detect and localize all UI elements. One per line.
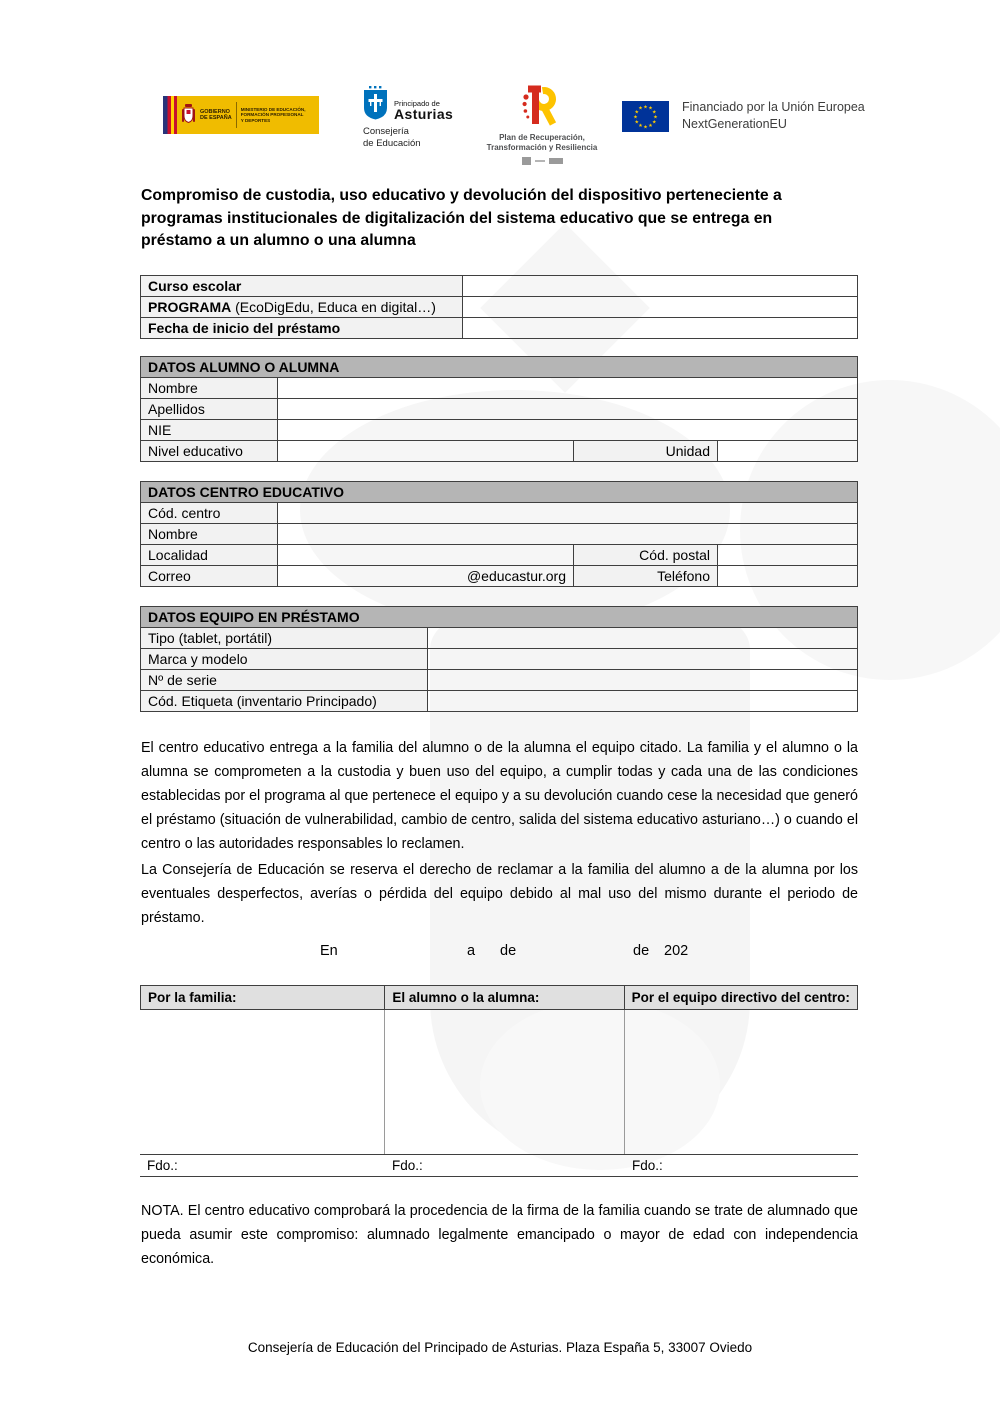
signature-table: [140, 985, 858, 1177]
svg-text:★: ★: [638, 122, 643, 129]
table-row: [141, 378, 858, 399]
table-row: [141, 441, 858, 462]
telefono-label: Teléfono: [574, 566, 718, 587]
telefono-field[interactable]: [718, 566, 858, 587]
asturias-name-big: Asturias: [394, 106, 454, 122]
fdo-familia[interactable]: Fdo.:: [147, 1158, 178, 1173]
svg-text:★: ★: [651, 118, 657, 125]
table-row: [141, 545, 858, 566]
course-table: [140, 275, 858, 339]
table-row: [141, 607, 858, 628]
tipo-label: Tipo (tablet, portátil): [141, 628, 428, 649]
signature-area-familia[interactable]: [140, 1010, 385, 1154]
svg-text:★: ★: [638, 105, 643, 112]
gobierno-espana-logo: [163, 96, 319, 134]
table-row: [141, 420, 858, 441]
device-section-header: DATOS EQUIPO EN PRÉSTAMO: [141, 607, 858, 628]
programa-label: [141, 297, 463, 318]
date-word-a: a: [467, 943, 476, 959]
nivel-educativo-label: Nivel educativo: [141, 441, 278, 462]
center-section-header: DATOS CENTRO EDUCATIVO: [141, 482, 858, 503]
asturias-name-small: Principado de: [394, 99, 440, 108]
asturias-name: [394, 99, 453, 120]
svg-text:★: ★: [648, 122, 653, 129]
page-footer: Consejería de Educación del Principado de Asturias. Plaza España 5, 33007 Oviedo: [247, 1340, 753, 1355]
plan-label: [483, 133, 601, 153]
fecha-inicio-label: Fecha de inicio del préstamo: [141, 318, 463, 339]
correo-field[interactable]: @educastur.org: [278, 566, 574, 587]
svg-text:★: ★: [651, 108, 657, 115]
gobierno-logo-body: [177, 96, 319, 134]
consejeria-line2: de Educación: [363, 138, 421, 149]
table-row: [141, 357, 858, 378]
curso-escolar-label: Curso escolar: [141, 276, 463, 297]
commitment-paragraph: El centro educativo entrega a la familia del alumno o de la alumna el equipo citado. La familia y el alumno o la alumna se comprometen a la custodia y buen uso del equipo, a cumplir todas y cada una de las condiciones establecidas por el programa al que pertenece el equipo y a su devolución cuando cese la necesidad que generó el préstamo (situación de vulnerabilidad, cambio de centro, salida del sistema educativo asturiano…) o cuando el centro o las autoridades responsables lo reclamen.: [141, 740, 858, 852]
table-row: [141, 670, 858, 691]
student-section-header: DATOS ALUMNO O ALUMNA: [141, 357, 858, 378]
document-title: Compromiso de custodia, uso educativo y devolución del dispositivo perteneciente a programas institucionales de digitalización del sistema educativo que se entrega en préstamo a un alumno o una alumna: [141, 187, 782, 249]
marca-modelo-field[interactable]: [428, 649, 858, 670]
nombre-centro-field[interactable]: [278, 524, 858, 545]
table-row: [141, 503, 858, 524]
programa-label-rest: (EcoDigEdu, Educa en digital…): [231, 299, 436, 315]
plan-tr-monogram-icon: [522, 80, 562, 126]
liability-paragraph: La Consejería de Educación se reserva el derecho de reclamar a la familia del alumno a de la alumna por los eventuales desperfectos, averías o pérdida del equipo debido al mal uso del mismo durante el periodo de préstamo.: [141, 862, 858, 926]
plan-recuperacion-logo: [483, 80, 601, 165]
localidad-label: Localidad: [141, 545, 278, 566]
fdo-alumno[interactable]: Fdo.:: [392, 1158, 423, 1173]
svg-text:★: ★: [653, 113, 658, 120]
date-year-prefix: 202: [664, 943, 689, 959]
nie-field[interactable]: [278, 420, 858, 441]
nombre-alumno-field[interactable]: [278, 378, 858, 399]
apellidos-field[interactable]: [278, 399, 858, 420]
num-serie-label: Nº de serie: [141, 670, 428, 691]
nivel-educativo-field[interactable]: [278, 441, 574, 462]
principado-asturias-logo: [363, 86, 483, 150]
programa-label-bold: PROGRAMA: [148, 299, 232, 315]
device-table: [140, 606, 858, 712]
signature-body-row: [140, 1010, 858, 1154]
signature-area-directivo[interactable]: [625, 1010, 858, 1154]
signature-header-alumno: El alumno o la alumna:: [385, 986, 624, 1009]
svg-text:★: ★: [643, 103, 648, 110]
consejeria-label: [363, 126, 483, 150]
fdo-directivo[interactable]: Fdo.:: [632, 1158, 663, 1173]
cod-centro-field[interactable]: [278, 503, 858, 524]
tipo-field[interactable]: [428, 628, 858, 649]
correo-label: Correo: [141, 566, 278, 587]
plan-mini-emblems: [483, 157, 601, 165]
table-row: [141, 566, 858, 587]
nombre-centro-label: Nombre: [141, 524, 278, 545]
date-word-en: En: [320, 943, 338, 959]
cod-postal-label: Cód. postal: [574, 545, 718, 566]
curso-escolar-field[interactable]: [463, 276, 858, 297]
spain-coat-of-arms-icon: [181, 103, 196, 127]
consejeria-line1: Consejería: [363, 126, 409, 137]
center-table: [140, 481, 858, 587]
cod-centro-label: Cód. centro: [141, 503, 278, 524]
marca-modelo-label: Marca y modelo: [141, 649, 428, 670]
date-word-de1: de: [500, 943, 517, 959]
mini-flag-icon: [549, 158, 563, 164]
svg-text:★: ★: [634, 118, 640, 125]
table-row: [141, 318, 858, 339]
gobierno-label: [200, 109, 232, 121]
signature-header-row: [140, 985, 858, 1010]
nombre-alumno-label: Nombre: [141, 378, 278, 399]
eu-flag-stars-icon: [622, 101, 669, 132]
eu-funding-label: [682, 99, 865, 133]
svg-text:★: ★: [648, 105, 653, 112]
apellidos-label: Apellidos: [141, 399, 278, 420]
eu-funding-line2: NextGenerationEU: [682, 117, 787, 131]
table-row: [141, 628, 858, 649]
nie-label: NIE: [141, 420, 278, 441]
student-table: [140, 356, 858, 462]
mini-government-icon: [522, 157, 531, 165]
table-row: [141, 524, 858, 545]
table-row: [141, 297, 858, 318]
cod-postal-field[interactable]: [718, 545, 858, 566]
num-serie-field[interactable]: [428, 670, 858, 691]
table-row: [141, 649, 858, 670]
gobierno-divider: [236, 102, 237, 128]
mini-equals-icon: [535, 160, 545, 162]
svg-text:★: ★: [633, 113, 638, 120]
unidad-field[interactable]: [718, 441, 858, 462]
plan-line2: Transformación y Resiliencia: [486, 143, 598, 152]
gobierno-line1: GOBIERNO: [200, 109, 230, 115]
eu-funding-logo: [622, 99, 865, 133]
signature-header-directivo: Por el equipo directivo del centro:: [631, 990, 850, 1005]
date-word-de2: de: [633, 943, 650, 959]
fecha-inicio-field[interactable]: [463, 318, 858, 339]
ministry-label: MINISTERIO DE EDUCACIÓN, FORMACIÓN PROFESIONAL Y DEPORTES: [240, 106, 306, 123]
date-line: [140, 943, 857, 963]
asturias-logo-top: [363, 86, 483, 120]
svg-text:★: ★: [634, 108, 640, 115]
cod-etiqueta-label: Cód. Etiqueta (inventario Principado): [141, 691, 428, 712]
cod-etiqueta-field[interactable]: [428, 691, 858, 712]
table-row: [141, 276, 858, 297]
programa-field[interactable]: [463, 297, 858, 318]
table-row: [141, 399, 858, 420]
asturias-victory-cross-icon: [363, 86, 388, 120]
unidad-label: Unidad: [574, 441, 718, 462]
eu-funding-line1: Financiado por la Unión Europea: [682, 100, 865, 114]
plan-line1: Plan de Recuperación,: [499, 133, 585, 142]
gobierno-line2: DE ESPAÑA: [200, 115, 232, 121]
table-row: [141, 691, 858, 712]
signature-fdo-row: [140, 1154, 858, 1177]
table-row: [141, 482, 858, 503]
signature-area-alumno[interactable]: [385, 1010, 625, 1154]
localidad-field[interactable]: [278, 545, 574, 566]
spain-flag-icon: [163, 96, 177, 134]
signature-header-familia: Por la familia:: [141, 986, 385, 1009]
svg-text:★: ★: [643, 123, 648, 130]
nota-paragraph: NOTA. El centro educativo comprobará la procedencia de la firma de la familia cuando se trate de alumnado que pueda asumir este compromiso: alumnado legalmente emancipado o mayor de edad con independencia económica.: [141, 1203, 858, 1267]
